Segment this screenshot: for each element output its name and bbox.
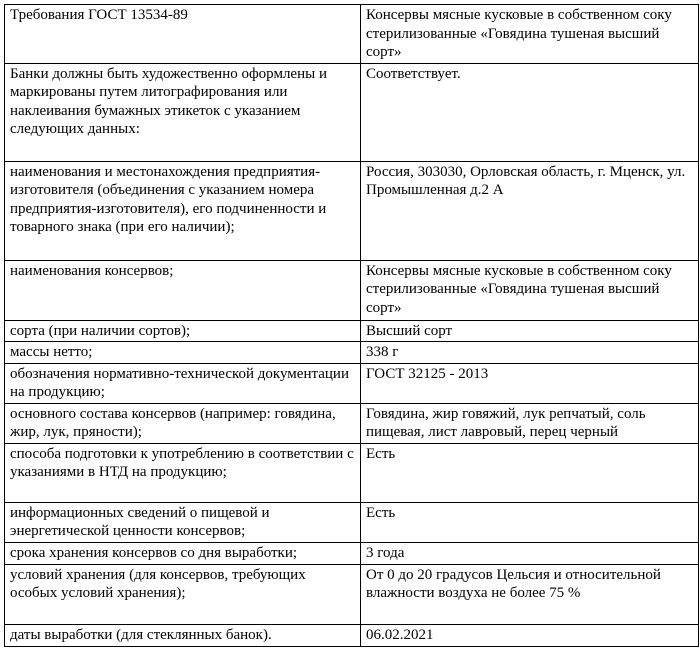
table-row — [5, 260, 699, 320]
table-row — [5, 624, 699, 646]
requirement-cell: обозначения нормативно-технической документации на продукцию; — [5, 363, 361, 403]
table-row — [5, 502, 699, 542]
table-row — [5, 403, 699, 443]
requirement-cell: Банки должны быть художественно оформлены и маркированы путем литографирования или наклеивания бумажных этикеток с указанием следующих данных: — [5, 63, 361, 161]
requirement-cell: даты выработки (для стеклянных банок). — [5, 624, 361, 646]
requirement-cell: сорта (при наличии сортов); — [5, 320, 361, 342]
table-row — [5, 542, 699, 564]
value-cell: 06.02.2021 — [361, 624, 699, 646]
table-row — [5, 363, 699, 403]
gost-requirements-table — [4, 4, 699, 647]
requirement-cell: срока хранения консервов со дня выработки; — [5, 542, 361, 564]
requirement-cell: информационных сведений о пищевой и энергетической ценности консервов; — [5, 502, 361, 542]
value-cell: ГОСТ 32125 - 2013 — [361, 363, 699, 403]
requirement-cell: наименования консервов; — [5, 260, 361, 320]
value-cell: Россия, 303030, Орловская область, г. Мценск, ул. Промышленная д.2 А — [361, 161, 699, 260]
table-row — [5, 443, 699, 502]
table-row — [5, 5, 699, 64]
value-cell: Говядина, жир говяжий, лук репчатый, соль пищевая, лист лавровый, перец черный — [361, 403, 699, 443]
header-product-cell: Консервы мясные кусковые в собственном соку стерилизованные «Говядина тушеная высший сорт» — [361, 5, 699, 64]
table-row — [5, 161, 699, 260]
requirement-cell: условий хранения (для консервов, требующих особых условий хранения); — [5, 564, 361, 624]
requirement-cell: массы нетто; — [5, 342, 361, 364]
table-row — [5, 564, 699, 624]
table-row — [5, 342, 699, 364]
table-row — [5, 320, 699, 342]
value-cell: Есть — [361, 502, 699, 542]
value-cell: Высший сорт — [361, 320, 699, 342]
value-cell: 338 г — [361, 342, 699, 364]
requirement-cell: наименования и местонахождения предприятия-изготовителя (объединения с указанием номера предприятия-изготовителя), его подчиненности и товарного знака (при его наличии); — [5, 161, 361, 260]
value-cell: 3 года — [361, 542, 699, 564]
value-cell: Есть — [361, 443, 699, 502]
value-cell: От 0 до 20 градусов Цельсия и относительной влажности воздуха не более 75 % — [361, 564, 699, 624]
header-requirement-cell: Требования ГОСТ 13534-89 — [5, 5, 361, 64]
requirement-cell: основного состава консервов (например: говядина, жир, лук, пряности); — [5, 403, 361, 443]
requirement-cell: способа подготовки к употреблению в соответствии с указаниями в НТД на продукцию; — [5, 443, 361, 502]
value-cell: Консервы мясные кусковые в собственном соку стерилизованные «Говядина тушеная высший сорт» — [361, 260, 699, 320]
value-cell: Соответствует. — [361, 63, 699, 161]
table-row — [5, 63, 699, 161]
